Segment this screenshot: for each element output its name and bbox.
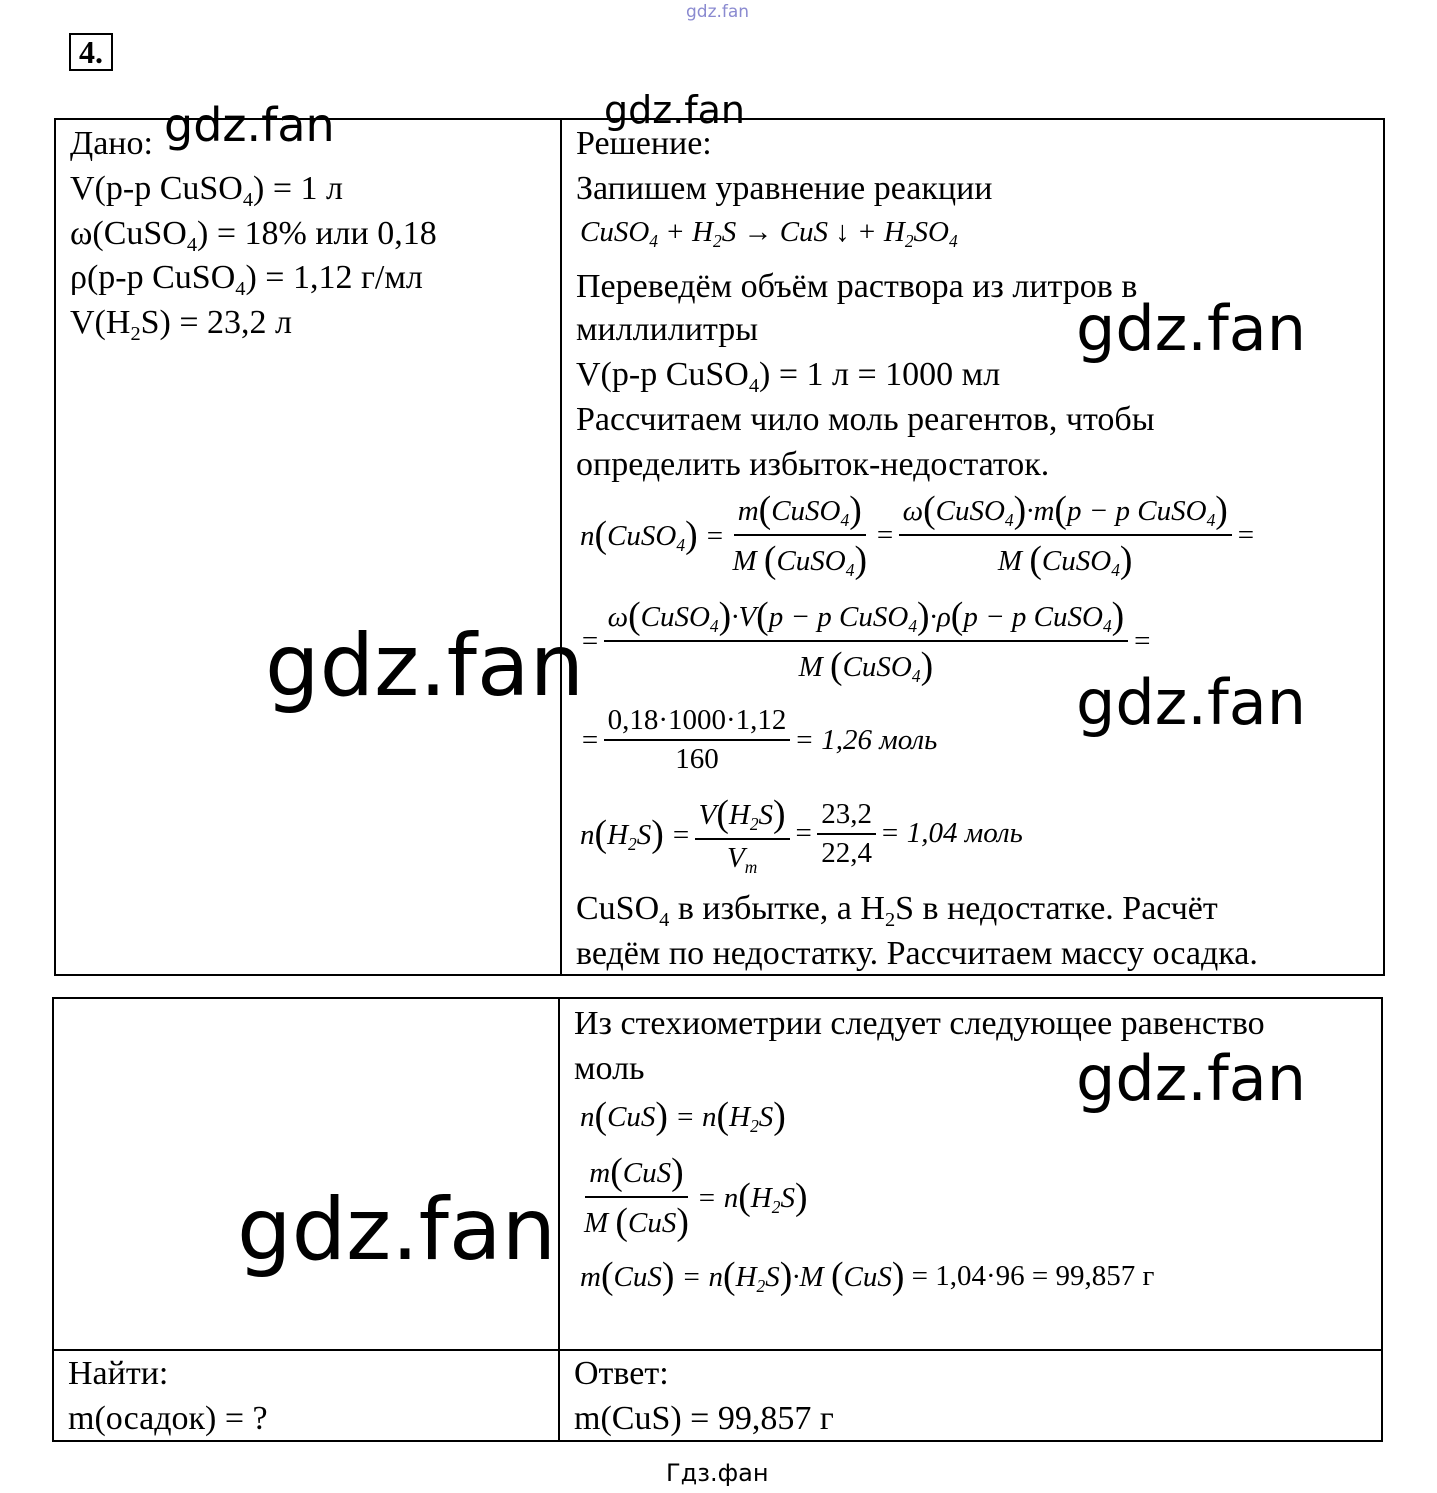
- find-title: Найти:: [68, 1355, 169, 1392]
- answer-line: m(CuS) = 99,857 г: [574, 1400, 834, 1437]
- formula-mass-result: $m(CuS) = n(H_2S)\cdot M$ (CuS) = 1,04·96 = 99,857 г: [580, 1255, 1155, 1297]
- table2-divider: [558, 997, 560, 1442]
- find-line: m(осадок) = ?: [68, 1400, 268, 1437]
- conclusion-line-2: ведём по недостатку. Рассчитаем массу осадка.: [576, 935, 1258, 972]
- watermark: gdz.fan: [237, 1180, 557, 1280]
- calc-line-1: Рассчитаем чило моль реагентов, чтобы: [576, 401, 1155, 438]
- answer-title: Ответ:: [574, 1355, 669, 1392]
- problem-number: 4.: [69, 33, 113, 71]
- given-title: Дано:: [70, 125, 153, 162]
- formula-mole-equality: $n(CuS) = n(H_2S)$: [580, 1095, 786, 1137]
- watermark: gdz.fan: [164, 98, 335, 152]
- watermark: gdz.fan: [1076, 1042, 1307, 1115]
- formula-n-cuso4: n(CuSO$_4$) = $\frac{m(CuSO_4)}{M (CuSO_4)}$ = $\frac{\omega(CuSO_4)\cdot m(p - p CuSO_4)}{M (CuSO_4)}$ =: [580, 489, 1256, 581]
- solution-intro: Запишем уравнение реакции: [576, 170, 993, 207]
- conclusion-line-1: CuSO$_4$ в избытке, а $H_2S$ в недостатке. Расчёт: [576, 890, 1218, 932]
- reaction-equation: CuSO$_4$ + $H_2S$ → CuS ↓ + $H_2SO_4$: [580, 216, 958, 252]
- watermark: gdz.fan: [1076, 666, 1307, 739]
- stoich-line-2: моль: [574, 1050, 645, 1087]
- calc-line-2: определить избыток-недостаток.: [576, 446, 1050, 483]
- formula-n-cuso4-numeric: = $\frac{0,18\cdot 1000\cdot 1,12}{160}$ = 1,26 моль: [580, 704, 938, 775]
- footer-text: Гдз.фан: [666, 1459, 769, 1487]
- formula-mass-ratio: $\frac{\text{m(CuS)}}{\text{M (CuS)}}$ = $n(H_2S)$: [584, 1151, 808, 1243]
- table-divider: [560, 118, 562, 976]
- convert-line-1: Переведём объём раствора из литров в: [576, 268, 1138, 305]
- stoich-line-1: Из стехиометрии следует следующее равенство: [574, 1005, 1265, 1042]
- watermark: gdz.fan: [1076, 292, 1307, 365]
- given-line-density: ρ(р-р CuSO$_4$) = 1,12 г/мл: [70, 259, 423, 301]
- table2-row-divider: [52, 1349, 1383, 1351]
- given-line-fraction: ω(CuSO$_4$) = 18% или 0,18: [70, 215, 437, 257]
- header-watermark: gdz.fan: [686, 2, 750, 22]
- solution-title: Решение:: [576, 125, 712, 162]
- given-line-volume: V(р-р CuSO$_4$) = 1 л: [70, 170, 344, 212]
- watermark: gdz.fan: [265, 616, 585, 716]
- convert-line-2: миллилитры: [576, 311, 759, 348]
- formula-n-h2s: $n(H_2S)$ = $\frac{V(H_2S)}{V_m}$ = $\frac{23,2}{22,4}$ = 1,04 моль: [580, 793, 1023, 878]
- watermark: gdz.fan: [604, 88, 746, 132]
- given-line-gas-volume: $V(H_2S) = 23,2$ л: [70, 304, 293, 346]
- volume-conversion: V(р-р CuSO$_4$) = 1 л = 1000 мл: [576, 356, 1001, 398]
- formula-n-cuso4-expanded: = $\frac{\omega(CuSO_4)\cdot V(p - p CuSO_4)\cdot\rho(p - p CuSO_4)}{M (CuSO_4)}$ =: [580, 595, 1152, 687]
